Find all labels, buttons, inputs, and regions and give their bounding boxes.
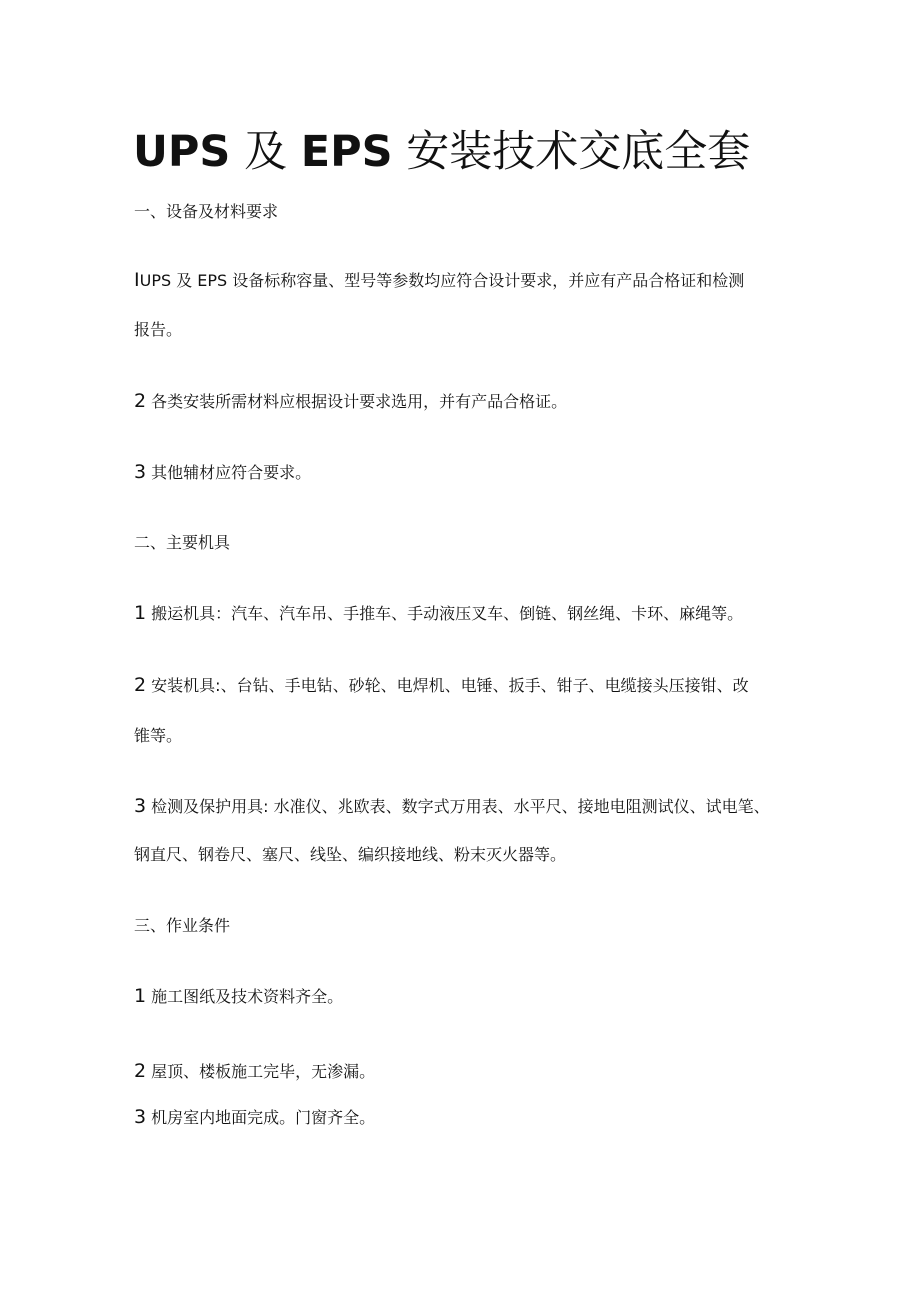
list-item-continuation: 报告。	[134, 320, 183, 339]
item-text: 检测及保护用具: 水准仪、兆欧表、数字式万用表、水平尺、接地电阻测试仪、试电笔、	[146, 797, 770, 816]
list-item	[134, 460, 311, 485]
section-heading-1: 一、设备及材料要求	[134, 202, 279, 221]
list-item	[134, 673, 749, 698]
title-cjk-and: 及	[230, 127, 301, 177]
item-text: 屋顶、楼板施工完毕，无渗漏。	[146, 1062, 376, 1081]
item-number: 2	[134, 1060, 147, 1082]
title-latin-ups: UPS	[133, 127, 231, 177]
item-text: 安装机具:、台钻、手电钻、砂轮、电焊机、电锤、扳手、钳子、电缆接头压接钳、改	[146, 676, 749, 695]
item-number: 2	[134, 390, 147, 412]
page-title	[133, 124, 750, 180]
list-item	[134, 984, 343, 1009]
list-item	[134, 601, 743, 626]
item-text: UPS 及 EPS 设备标称容量、型号等参数均应符合设计要求，并应有产品合格证和检测	[139, 271, 745, 290]
item-text: 各类安装所需材料应根据设计要求选用，并有产品合格证。	[146, 392, 568, 411]
item-number: 3	[134, 461, 147, 483]
item-text: 其他辅材应符合要求。	[146, 463, 312, 482]
item-text: 机房室内地面完成。门窗齐全。	[146, 1108, 376, 1127]
item-number: I	[134, 269, 140, 291]
list-item-continuation: 锥等。	[134, 726, 183, 745]
list-item	[134, 268, 744, 293]
item-number: 1	[134, 602, 147, 624]
item-number: 3	[134, 1106, 147, 1128]
item-text: 搬运机具：汽车、汽车吊、手推车、手动液压叉车、倒链、钢丝绳、卡环、麻绳等。	[146, 604, 744, 623]
list-item	[134, 389, 567, 414]
list-item	[134, 1105, 375, 1130]
section-heading-3: 三、作业条件	[134, 916, 231, 935]
list-item	[134, 794, 770, 819]
item-number: 1	[134, 985, 147, 1007]
list-item	[134, 1059, 375, 1084]
item-number: 2	[134, 674, 147, 696]
section-heading-2: 二、主要机具	[134, 533, 231, 552]
item-number: 3	[134, 795, 147, 817]
title-cjk-rest: 安装技术交底全套	[392, 127, 751, 177]
list-item-continuation: 钢直尺、钢卷尺、塞尺、线坠、编织接地线、粉末灭火器等。	[134, 845, 567, 864]
title-latin-eps: EPS	[300, 127, 393, 177]
item-text: 施工图纸及技术资料齐全。	[146, 987, 344, 1006]
